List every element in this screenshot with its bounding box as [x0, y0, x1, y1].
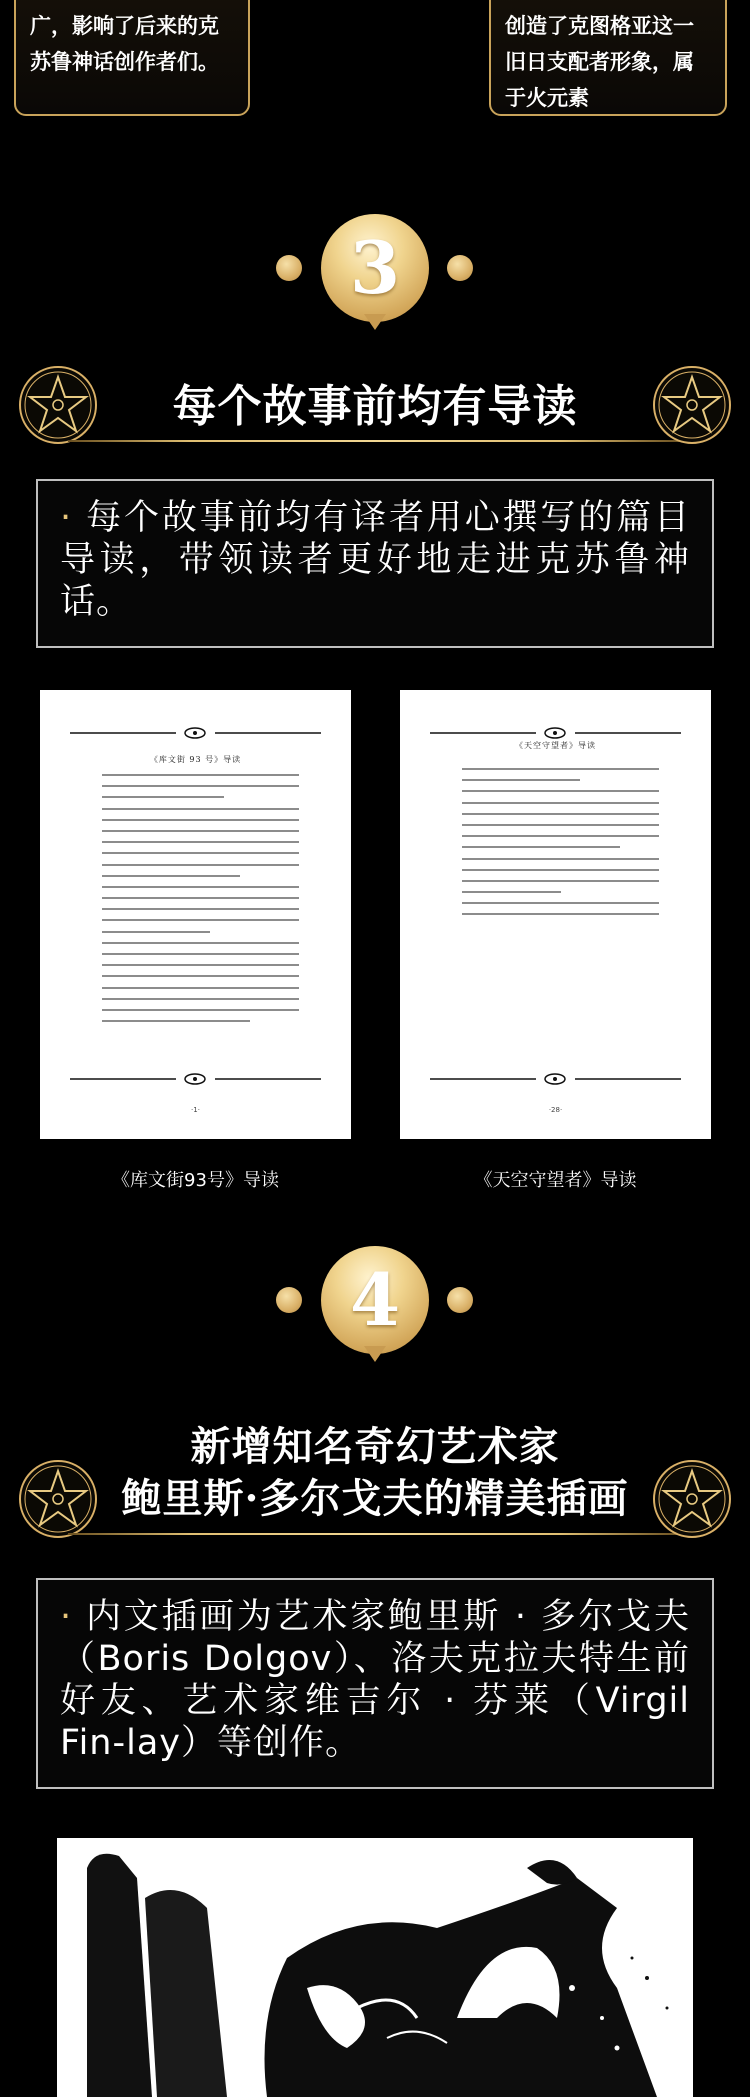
page-number: ·1· — [191, 1106, 200, 1114]
ink-illustration — [57, 1838, 693, 2097]
bullet-dot: · — [60, 1597, 73, 1637]
section-4-title-line2: 鲍里斯·多尔戈夫的精美插画 — [121, 1475, 629, 1522]
page-caption-right: 《天空守望者》导读 — [474, 1170, 637, 1191]
sample-page-right — [400, 690, 711, 1139]
section-4-title-line1: 新增知名奇幻艺术家 — [190, 1423, 560, 1470]
ornament-divider-icon — [70, 1072, 321, 1086]
info-card-right-text: 创造了克图格亚这一 旧日支配者形象，属 于火元素 — [505, 14, 694, 110]
description-text: 内文插画为艺术家鲍里斯 · 多尔戈夫（Boris Dolgov）、洛夫克拉夫特生前好友、艺术家维吉尔 · 芬莱（Virgil Fin-lay）等创作。 — [60, 1597, 690, 1763]
section-3-title-band — [0, 362, 750, 452]
description-text: 每个故事前均有译者用心撰写的篇目导读，带领读者更好地走进克苏鲁神话。 — [60, 498, 690, 622]
ornament-divider-icon — [430, 726, 681, 740]
section-3-title: 每个故事前均有导读 — [172, 381, 578, 432]
page-heading: 《库文街 93 号》导读 — [149, 755, 242, 764]
sample-page-left — [40, 690, 351, 1139]
section-3-description-box — [36, 479, 714, 648]
badge-circle — [321, 214, 429, 322]
page-heading: 《天空守望者》导读 — [515, 741, 596, 750]
section-4-badge — [0, 1230, 750, 1360]
bullet-dot: · — [60, 498, 73, 538]
page-number: ·28· — [548, 1106, 563, 1114]
page-text-block — [102, 774, 299, 1031]
illustration-image — [57, 1838, 693, 2097]
badge-dot-left — [276, 255, 302, 281]
elder-sign-seal-icon — [652, 365, 732, 445]
ornament-divider-icon — [70, 726, 321, 740]
info-card-right — [489, 0, 727, 116]
title-underline — [68, 1533, 682, 1535]
badge-dot-left — [276, 1287, 302, 1313]
section-4-title-band — [0, 1418, 750, 1543]
badge-dot-right — [447, 255, 473, 281]
info-card-left-text: 广，影响了后来的克 苏鲁神话创作者们。 — [30, 14, 219, 74]
badge-pointer — [364, 314, 386, 330]
page-text-block — [462, 768, 659, 925]
section-4-description-box — [36, 1578, 714, 1789]
badge-dot-right — [447, 1287, 473, 1313]
title-underline — [68, 440, 682, 442]
section-3-description — [60, 497, 690, 623]
section-3-badge — [0, 198, 750, 328]
section-number: 4 — [349, 1257, 401, 1342]
badge-pointer — [364, 1346, 386, 1362]
elder-sign-seal-icon — [652, 1459, 732, 1539]
section-4-description — [60, 1596, 690, 1764]
section-number: 3 — [349, 225, 401, 310]
ornament-divider-icon — [430, 1072, 681, 1086]
page-caption-left: 《库文街93号》导读 — [112, 1170, 279, 1191]
info-card-left — [14, 0, 250, 116]
badge-circle — [321, 1246, 429, 1354]
